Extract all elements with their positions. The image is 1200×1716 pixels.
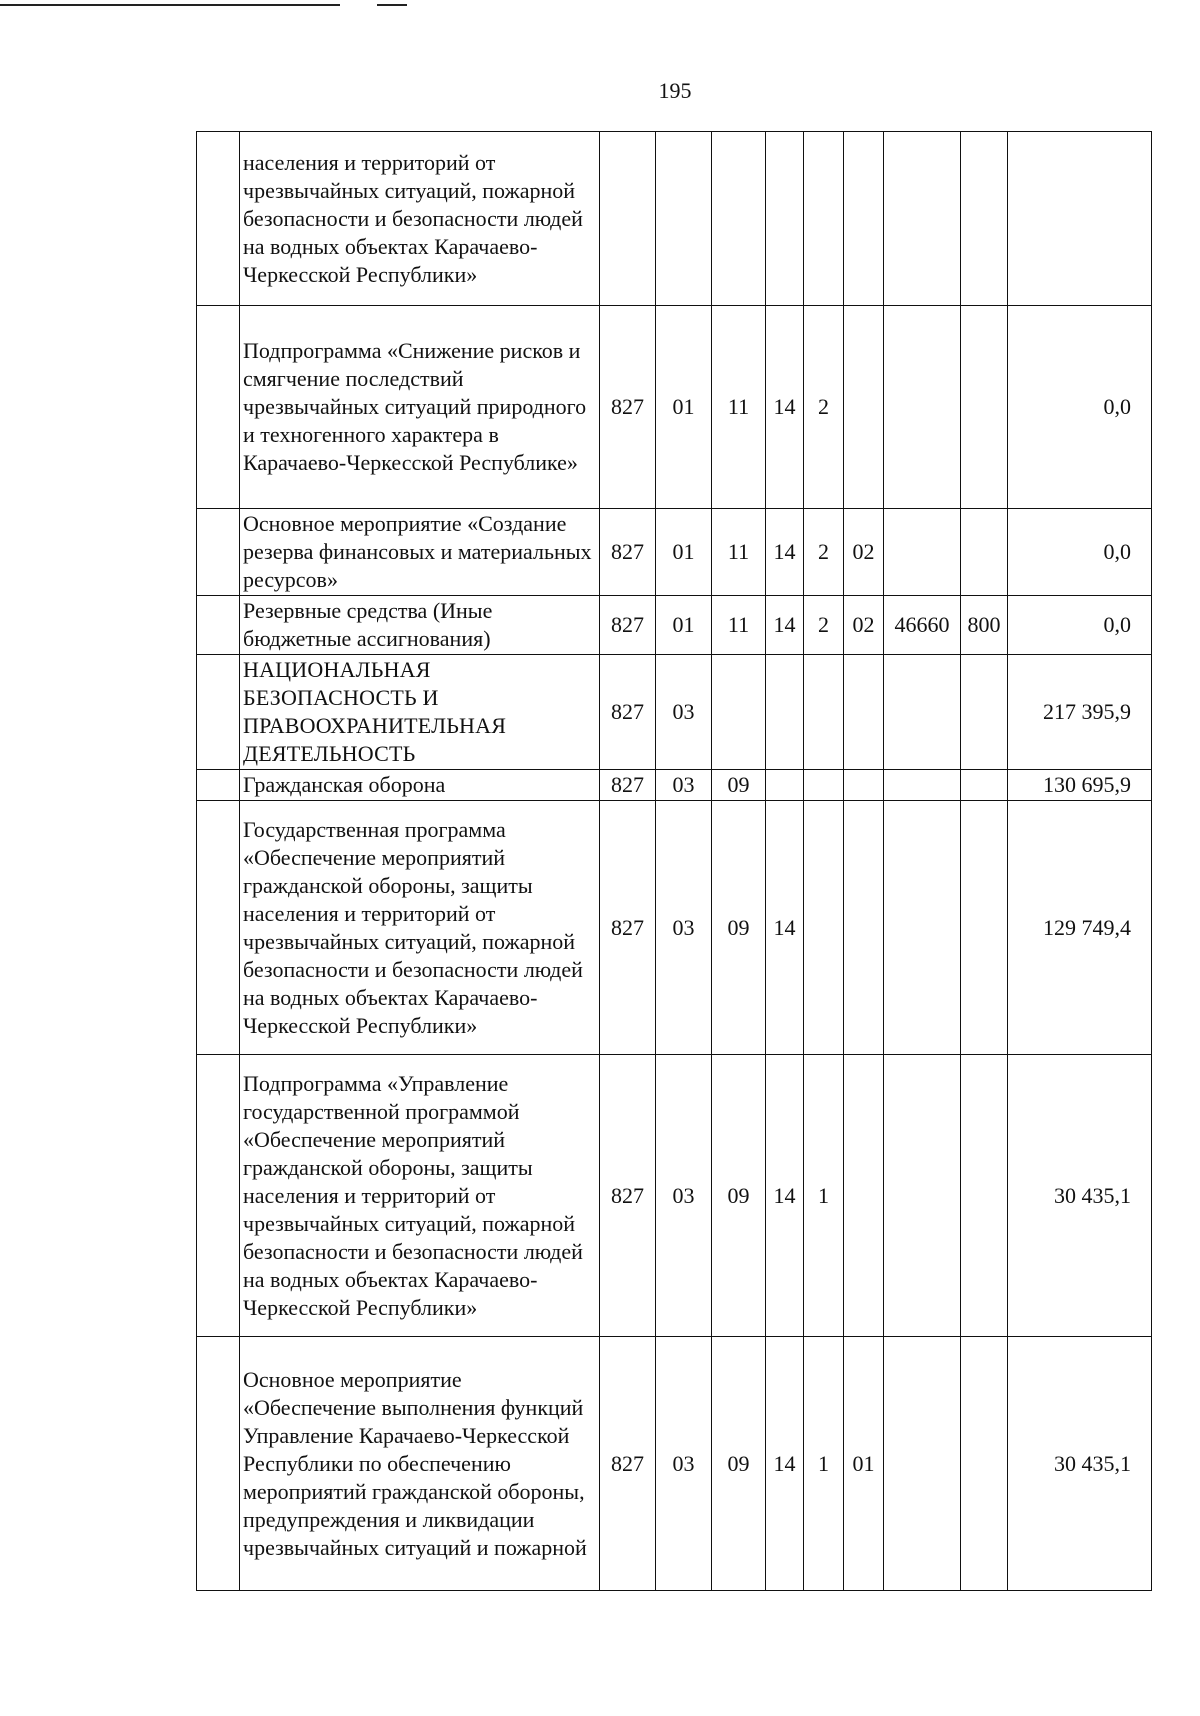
ministry-code-cell: 827: [600, 770, 656, 801]
expense-type-cell: 800: [961, 596, 1008, 655]
row-number-cell: [197, 801, 240, 1055]
ministry-code-cell: 827: [600, 596, 656, 655]
direction-code-cell: [884, 132, 961, 306]
budget-table: [196, 131, 1152, 1591]
top-rule-left: [0, 4, 340, 6]
row-number-cell: [197, 1055, 240, 1337]
amount-cell: 0,0: [1008, 596, 1152, 655]
event-code-cell: [844, 306, 884, 509]
subprogram-code-cell: 1: [804, 1337, 844, 1591]
expense-type-cell: [961, 655, 1008, 770]
item-name-cell: Подпрограмма «Снижение рисков и смягчение последствий чрезвычайных ситуаций природного и техногенного характера в Карачаево-Черкесской Республике»: [240, 306, 600, 509]
expense-type-cell: [961, 509, 1008, 596]
program-code-cell: 14: [766, 596, 804, 655]
amount-cell: 0,0: [1008, 306, 1152, 509]
direction-code-cell: [884, 1055, 961, 1337]
top-rule-right: [377, 4, 407, 6]
table-row: [197, 1337, 1152, 1591]
event-code-cell: 02: [844, 596, 884, 655]
program-code-cell: 14: [766, 306, 804, 509]
ministry-code-cell: 827: [600, 1055, 656, 1337]
expense-type-cell: [961, 1055, 1008, 1337]
amount-cell: 129 749,4: [1008, 801, 1152, 1055]
item-name-cell: Подпрограмма «Управление государственной программой «Обеспечение мероприятий гражданской обороны, защиты населения и территорий от чрезвычайных ситуаций, пожарной безопасности и безопасности людей на водных объектах Карачаево-Черкесской Республики»: [240, 1055, 600, 1337]
table-row: [197, 306, 1152, 509]
direction-code-cell: [884, 509, 961, 596]
event-code-cell: [844, 655, 884, 770]
item-name-cell: Гражданская оборона: [240, 770, 600, 801]
section-code-cell: 03: [656, 770, 712, 801]
item-name-cell: Государственная программа «Обеспечение мероприятий гражданской обороны, защиты населения и территорий от чрезвычайных ситуаций, пожарной безопасности и безопасности людей на водных объектах Карачаево-Черкесской Республики»: [240, 801, 600, 1055]
expense-type-cell: [961, 132, 1008, 306]
table-row: [197, 655, 1152, 770]
amount-cell: 217 395,9: [1008, 655, 1152, 770]
amount-cell: 130 695,9: [1008, 770, 1152, 801]
program-code-cell: [766, 655, 804, 770]
ministry-code-cell: [600, 132, 656, 306]
direction-code-cell: [884, 655, 961, 770]
page-number: 195: [658, 78, 692, 103]
subprogram-code-cell: 2: [804, 596, 844, 655]
subsection-code-cell: 11: [712, 306, 766, 509]
subsection-code-cell: 09: [712, 801, 766, 1055]
table-row: [197, 509, 1152, 596]
section-code-cell: 01: [656, 509, 712, 596]
section-code-cell: 01: [656, 306, 712, 509]
subprogram-code-cell: 1: [804, 1055, 844, 1337]
direction-code-cell: [884, 1337, 961, 1591]
row-number-cell: [197, 596, 240, 655]
event-code-cell: 02: [844, 509, 884, 596]
expense-type-cell: [961, 1337, 1008, 1591]
row-number-cell: [197, 1337, 240, 1591]
row-number-cell: [197, 655, 240, 770]
table-row: [197, 1055, 1152, 1337]
direction-code-cell: [884, 801, 961, 1055]
amount-cell: 0,0: [1008, 509, 1152, 596]
section-code-cell: 03: [656, 801, 712, 1055]
subsection-code-cell: 11: [712, 509, 766, 596]
expense-type-cell: [961, 770, 1008, 801]
row-number-cell: [197, 770, 240, 801]
table-row: [197, 801, 1152, 1055]
subprogram-code-cell: [804, 132, 844, 306]
direction-code-cell: 46660: [884, 596, 961, 655]
section-code-cell: 01: [656, 596, 712, 655]
subprogram-code-cell: [804, 801, 844, 1055]
program-code-cell: [766, 770, 804, 801]
amount-cell: 30 435,1: [1008, 1055, 1152, 1337]
section-code-cell: 03: [656, 655, 712, 770]
event-code-cell: 01: [844, 1337, 884, 1591]
subsection-code-cell: 09: [712, 1055, 766, 1337]
expense-type-cell: [961, 306, 1008, 509]
event-code-cell: [844, 1055, 884, 1337]
ministry-code-cell: 827: [600, 509, 656, 596]
ministry-code-cell: 827: [600, 1337, 656, 1591]
table-row: [197, 596, 1152, 655]
subprogram-code-cell: 2: [804, 509, 844, 596]
program-code-cell: 14: [766, 1055, 804, 1337]
direction-code-cell: [884, 770, 961, 801]
row-number-cell: [197, 306, 240, 509]
item-name-cell: Резервные средства (Иные бюджетные ассигнования): [240, 596, 600, 655]
subsection-code-cell: 09: [712, 770, 766, 801]
subprogram-code-cell: 2: [804, 306, 844, 509]
item-name-cell: НАЦИОНАЛЬНАЯ БЕЗОПАСНОСТЬ И ПРАВООХРАНИТЕЛЬНАЯ ДЕЯТЕЛЬНОСТЬ: [240, 655, 600, 770]
subsection-code-cell: [712, 655, 766, 770]
section-code-cell: [656, 132, 712, 306]
subprogram-code-cell: [804, 655, 844, 770]
subsection-code-cell: 09: [712, 1337, 766, 1591]
amount-cell: 30 435,1: [1008, 1337, 1152, 1591]
program-code-cell: [766, 132, 804, 306]
direction-code-cell: [884, 306, 961, 509]
item-name-cell: Основное мероприятие «Обеспечение выполнения функций Управление Карачаево-Черкесской Республики по обеспечению мероприятий гражданской обороны, предупреждения и ликвидации чрезвычайных ситуаций и пожарной: [240, 1337, 600, 1591]
table-row: [197, 770, 1152, 801]
event-code-cell: [844, 770, 884, 801]
subsection-code-cell: [712, 132, 766, 306]
table-row: [197, 132, 1152, 306]
row-number-cell: [197, 509, 240, 596]
section-code-cell: 03: [656, 1337, 712, 1591]
expense-type-cell: [961, 801, 1008, 1055]
ministry-code-cell: 827: [600, 306, 656, 509]
amount-cell: [1008, 132, 1152, 306]
item-name-cell: населения и территорий от чрезвычайных ситуаций, пожарной безопасности и безопасности людей на водных объектах Карачаево-Черкесской Республики»: [240, 132, 600, 306]
ministry-code-cell: 827: [600, 801, 656, 1055]
subprogram-code-cell: [804, 770, 844, 801]
event-code-cell: [844, 801, 884, 1055]
event-code-cell: [844, 132, 884, 306]
section-code-cell: 03: [656, 1055, 712, 1337]
ministry-code-cell: 827: [600, 655, 656, 770]
item-name-cell: Основное мероприятие «Создание резерва финансовых и материальных ресурсов»: [240, 509, 600, 596]
program-code-cell: 14: [766, 1337, 804, 1591]
subsection-code-cell: 11: [712, 596, 766, 655]
program-code-cell: 14: [766, 801, 804, 1055]
program-code-cell: 14: [766, 509, 804, 596]
row-number-cell: [197, 132, 240, 306]
